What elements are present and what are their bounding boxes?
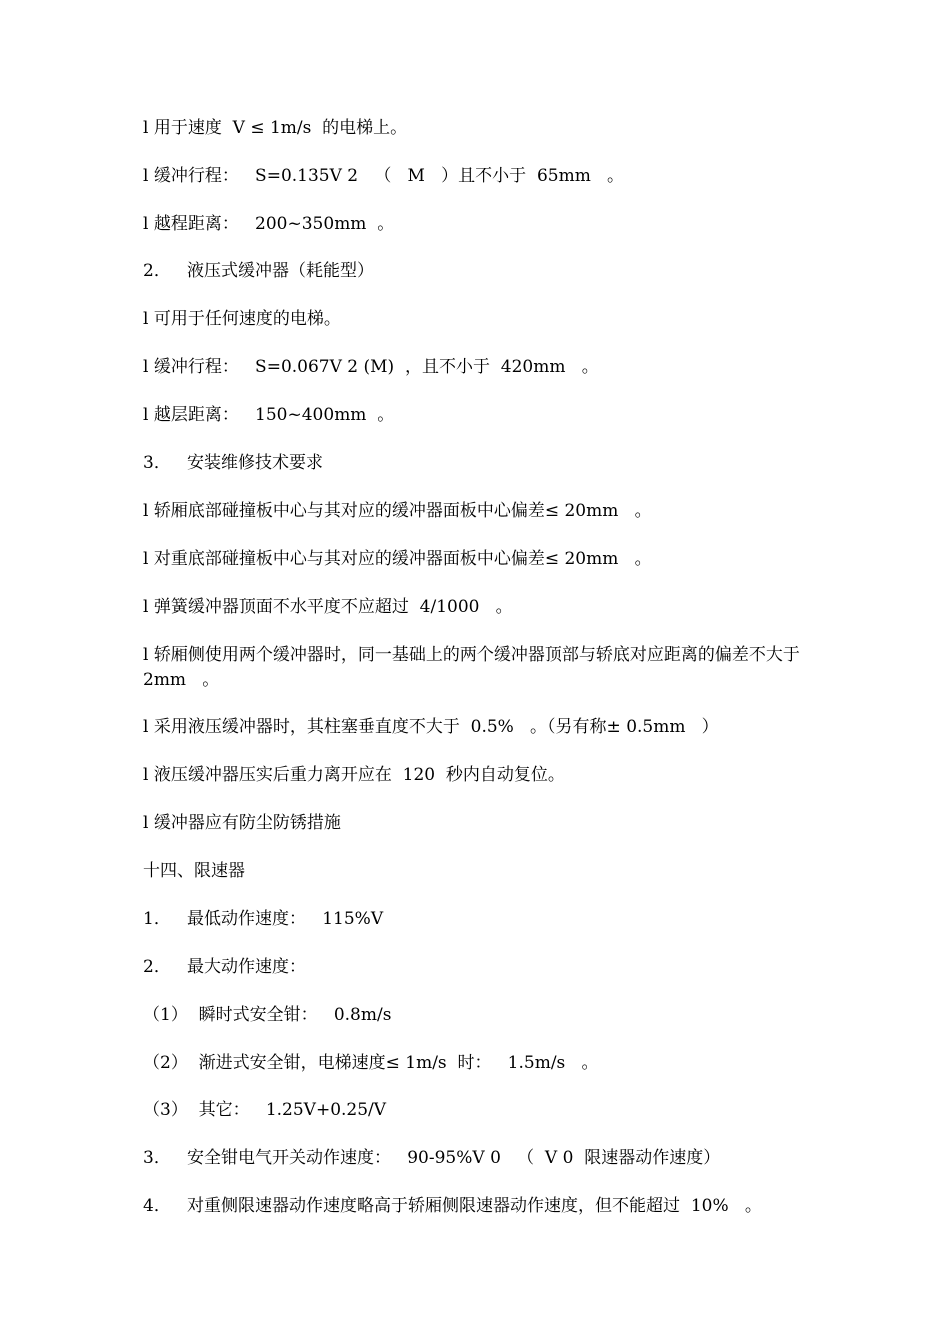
- paragraph: 3． 安装维修技术要求: [143, 453, 324, 473]
- paragraph: l 缓冲行程： S=0.067V 2 (M) ，且不小于 420mm 。: [143, 357, 599, 377]
- section-heading: 十四、限速器: [143, 861, 245, 881]
- paragraph: （1） 瞬时式安全钳： 0.8m/s: [143, 1005, 392, 1025]
- paragraph: l 轿厢底部碰撞板中心与其对应的缓冲器面板中心偏差≤ 20mm 。: [143, 501, 652, 521]
- paragraph: （2） 渐进式安全钳，电梯速度≤ 1m/s 时： 1.5m/s 。: [143, 1053, 599, 1073]
- paragraph: （3） 其它： 1.25V+0.25/V: [143, 1100, 387, 1120]
- paragraph: l 越程距离： 200~350mm 。: [143, 214, 395, 234]
- paragraph: l 越层距离： 150~400mm 。: [143, 405, 395, 425]
- paragraph: 2． 液压式缓冲器（耗能型）: [143, 261, 375, 281]
- paragraph: l 轿厢侧使用两个缓冲器时，同一基础上的两个缓冲器顶部与轿底对应距离的偏差不大于 2mm 。: [143, 645, 817, 690]
- paragraph: l 用于速度 V ≤ 1m/s 的电梯上。: [143, 118, 408, 138]
- paragraph: l 对重底部碰撞板中心与其对应的缓冲器面板中心偏差≤ 20mm 。: [143, 549, 652, 569]
- paragraph: 2． 最大动作速度：: [143, 957, 307, 977]
- paragraph: l 液压缓冲器压实后重力离开应在 120 秒内自动复位。: [143, 765, 565, 785]
- paragraph: l 缓冲器应有防尘防锈措施: [143, 813, 341, 833]
- paragraph: 4． 对重侧限速器动作速度略高于轿厢侧限速器动作速度，但不能超过 10% 。: [143, 1196, 762, 1216]
- paragraph: 3． 安全钳电气开关动作速度： 90-95%V 0 （ V 0 限速器动作速度）: [143, 1148, 721, 1168]
- paragraph: l 采用液压缓冲器时，其柱塞垂直度不大于 0.5% 。（另有称± 0.5mm ）: [143, 717, 719, 737]
- paragraph: l 可用于任何速度的电梯。: [143, 309, 341, 329]
- paragraph: l 缓冲行程： S=0.135V 2 （ M ）且不小于 65mm 。: [143, 166, 625, 186]
- paragraph: 1． 最低动作速度： 115%V: [143, 909, 384, 929]
- paragraph: l 弹簧缓冲器顶面不水平度不应超过 4/1000 。: [143, 597, 513, 617]
